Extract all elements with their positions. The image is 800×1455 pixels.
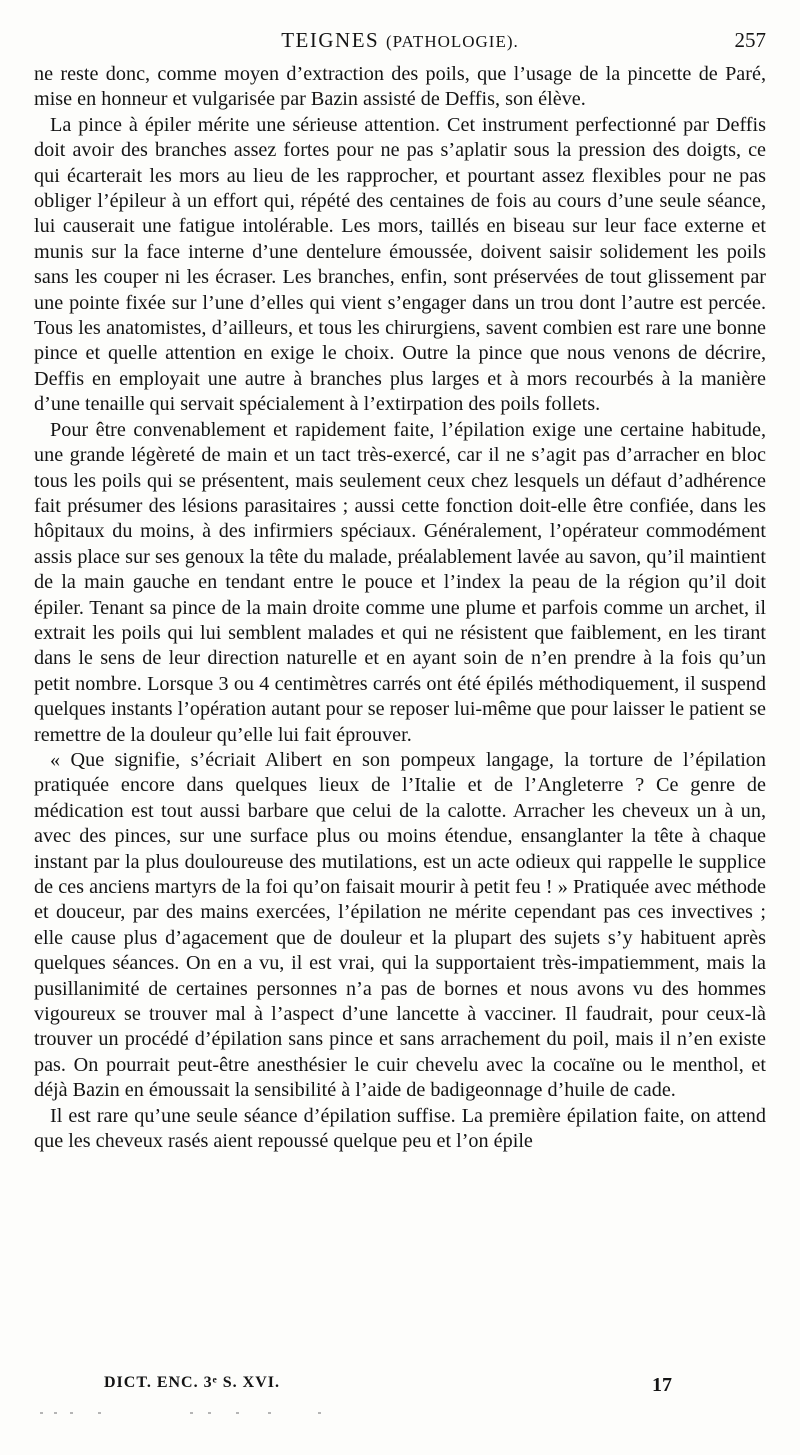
paragraph-technique: Pour être convenablement et rapidement faite, l’épilation exige une certaine habitude, une grande légèreté de main et un tact très-exercé, car il ne s’agit pas d’arracher en bloc tous les poils qui se présentent, mais seulement ceux chez lesquels un défaut d’adhérence fait présumer des lésions parasitaires ; aussi cette fonction doit-elle être confiée, dans les hôpitaux du moins, à des infirmiers spéciaux. Généralement, l’opérateur commodément assis place sur ses genoux la tête du malade, préalablement lavée au savon, qu’il maintient de la main gauche en tendant entre le pouce et l’index la peau de la région qu’il doit épiler. Tenant sa pince de la main droite comme une plume et parfois comme un archet, il extrait les poils qui lui semblent malades et qui ne résistent que faiblement, en les tirant dans le sens de leur direction naturelle et en ayant soin de n’en prendre à la fois qu’un petit nombre. Lorsque 3 ou 4 centimètres carrés ont été épilés méthodiquement, il suspend quelques instants l’opération autant pour se reposer lui-même que pour laisser le patient se remettre de la douleur qu’elle lui fait éprouver. <box>34 418 766 746</box>
sheet-number: 17 <box>652 1374 672 1396</box>
running-header <box>34 28 766 58</box>
paragraph-continuation: ne reste donc, comme moyen d’extraction des poils, que l’usage de la pincette de Paré, mise en honneur et vulgarisée par Bazin assisté de Deffis, son élève. <box>34 63 766 111</box>
print-specks <box>40 1412 340 1416</box>
page-footer <box>34 1374 766 1402</box>
paragraph-pince: La pince à épiler mérite une sérieuse attention. Cet instrument perfectionné par Deffis doit avoir des branches assez fortes pour ne pas s’aplatir sous la pression des doigts, ce qui écarterait les mors au lieu de les rapprocher, et pourtant assez flexibles pour ne pas obliger l’épileur à un effort qui, répété des centaines de fois au cours d’une seule séance, lui causerait une fatigue intolérable. Les mors, taillés en biseau sur leur face externe et munis sur la face interne d’une dentelure émoussée, doivent saisir solidement les poils sans les couper ni les écraser. Les branches, enfin, sont préservées de tout glissement par une pointe fixée sur l’une d’elles qui vient s’engager dans un trou dont l’autre est percée. Tous les anatomistes, d’ailleurs, et tous les chirurgiens, savent combien est rare une bonne pince et quelle attention en exige le choix. Outre la pince que nous venons de décrire, Deffis en employait une autre à branches plus larges et à mors recourbés à la manière d’une tenaille qui servait spécialement à l’extirpation des poils follets. <box>34 113 766 416</box>
signature-mark: DICT. ENC. 3ᵉ S. XVI. <box>104 1374 280 1391</box>
body-text <box>34 62 766 1154</box>
running-title <box>34 28 766 53</box>
section-subtitle: (PATHOLOGIE). <box>385 32 519 51</box>
paragraph-seances: Il est rare qu’une seule séance d’épilation suffise. La première épilation faite, on attend que les cheveux rasés aient repoussé quelque peu et l’on épile <box>34 1104 766 1153</box>
section-title: TEIGNES <box>281 28 380 52</box>
paragraph-alibert-quote: « Que signifie, s’écriait Alibert en son pompeux langage, la torture de l’épilation pratiquée encore dans quelques lieux de l’Italie et de l’Angleterre ? Ce genre de médication est tout aussi barbare que celui de la calotte. Arracher les cheveux un à un, avec des pinces, sur une surface plus ou moins étendue, ensanglanter la tête à chaque instant par la plus douloureuse des mutilations, est un acte odieux qui rappelle le supplice de ces anciens martyrs de la foi qu’on faisait mourir à petit feu ! » Pratiquée avec méthode et douceur, par des mains exercées, l’épilation ne mérite cependant pas ces invectives ; elle cause plus d’agacement que de douleur et la plupart des sujets s’y habituent après quelques séances. On en a vu, il est vrai, qui la supportaient très-impatiemment, mais la pusillanimité de certaines personnes n’a pas de bornes et nous avons vu des hommes vigoureux se trouver mal à l’aspect d’une lancette à vacciner. Il faudrait, pour ceux-là trouver un procédé d’épilation sans pince et sans arrachement du poil, mais il n’en existe pas. On pourrait peut-être anesthésier le cuir chevelu avec la cocaïne ou le menthol, et déjà Bazin en émoussait la sensibilité à l’aide de badigeonnage d’huile de cade. <box>34 748 766 1102</box>
page-number: 257 <box>734 28 766 52</box>
